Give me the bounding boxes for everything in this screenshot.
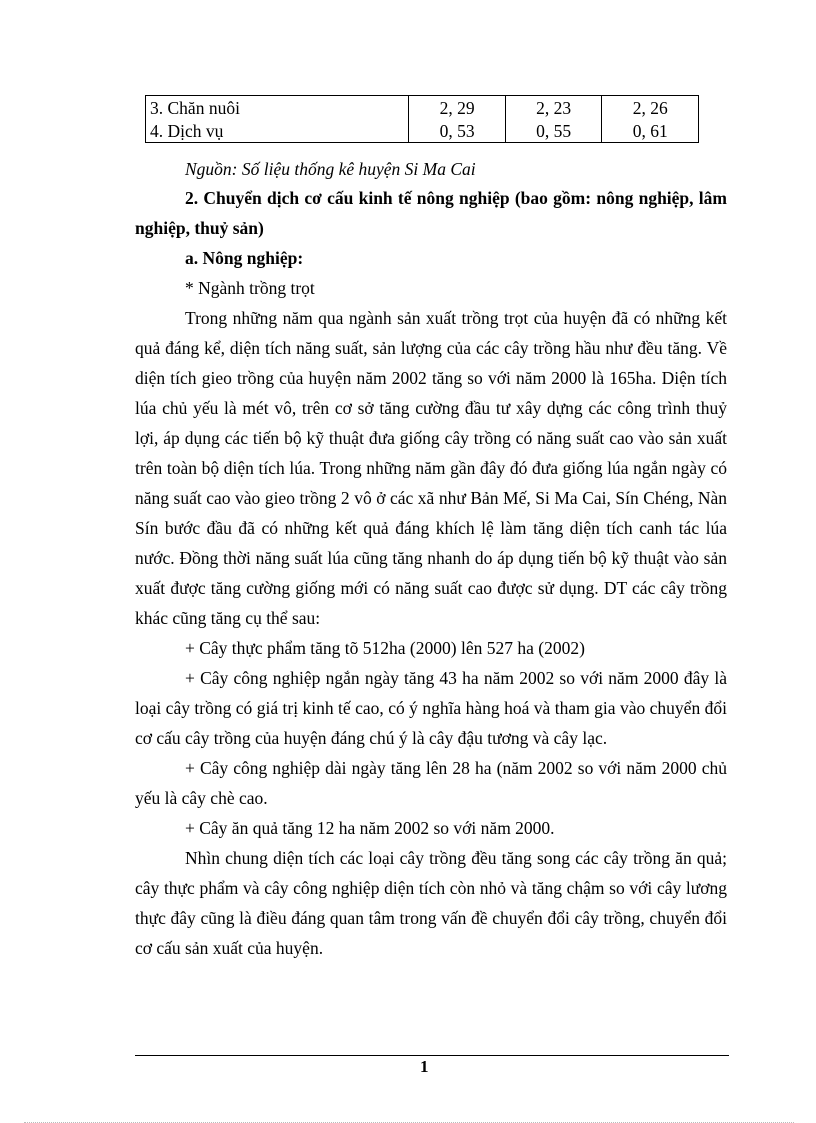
cell-value: 0, 53 (409, 119, 506, 143)
sub-heading: * Ngành trồng trọt (185, 278, 315, 298)
bullet-item: + Cây thực phẩm tăng tõ 512ha (2000) lên 527 ha (2002) (185, 638, 585, 658)
row-label: 4. Dịch vụ (146, 119, 409, 143)
section-heading: 2. Chuyển dịch cơ cấu kinh tế nông nghiệp (bao gồm: nông nghiệp, lâm nghiệp, thuỷ sản) (135, 188, 727, 238)
row-label: 3. Chăn nuôi (146, 96, 409, 120)
table-row (146, 119, 699, 143)
cell-value: 0, 55 (505, 119, 602, 143)
bullet-item: + Cây công nghiệp dài ngày tăng lên 28 ha (năm 2002 so với năm 2000 chủ yếu là cây chè cao. (135, 758, 727, 808)
bullet-item: + Cây ăn quả tăng 12 ha năm 2002 so với năm 2000. (185, 818, 555, 838)
cell-value: 2, 29 (409, 96, 506, 120)
body-text (135, 183, 727, 963)
statistics-table (145, 95, 699, 143)
paragraph: Nhìn chung diện tích các loại cây trồng đều tăng song các cây trồng ăn quả; cây thực phẩm và cây công nghiệp diện tích còn nhỏ và tăng chậm so với cây lương thực đây cũng là điều đáng quan tâm trong vấn đề chuyển đổi cây trồng, chuyển đổi cơ cấu sản xuất của huyện. (135, 848, 727, 958)
subsection-heading: a. Nông nghiệp: (185, 248, 304, 268)
bullet-item: + Cây công nghiệp ngắn ngày tăng 43 ha năm 2002 so với năm 2000 đây là loại cây trồng có giá trị kinh tế cao, có ý nghĩa hàng hoá và tham gia vào chuyển đổi cơ cấu cây trồng của huyện đáng chú ý là cây đậu tương và cây lạc. (135, 668, 727, 748)
page-number: 1 (420, 1057, 429, 1076)
table-row (146, 96, 699, 120)
cell-value: 2, 23 (505, 96, 602, 120)
paragraph: Trong những năm qua ngành sản xuất trồng trọt của huyện đã có những kết quả đáng kể, diện tích năng suất, sản lượng của các cây trồng hầu như đều tăng. Về diện tích gieo trồng của huyện năm 2002 tăng so với năm 2000 là 165ha. Diện tích lúa chủ yếu là mét vô, trên cơ sở tăng cường đầu tư xây dựng các công trình thuỷ lợi, áp dụng các tiến bộ kỹ thuật đưa giống cây trồng có năng suất cao vào sản xuất trên toàn bộ diện tích lúa. Trong những năm gần đây đó đưa giống lúa ngắn ngày có năng suất cao vào gieo trồng 2 vô ở các xã như Bản Mế, Si Ma Cai, Sín Chéng, Nàn Sín bước đầu đã có những kết quả đáng khích lệ làm tăng diện tích canh tác lúa nước. Đồng thời năng suất lúa cũng tăng nhanh do áp dụng tiến bộ kỹ thuật vào sản xuất được tăng cường giống mới có năng suất cao được sử dụng. DT các cây trồng khác cũng tăng cụ thể sau: (135, 308, 727, 628)
source-note: Nguồn: Số liệu thống kê huyện Si Ma Cai (185, 159, 476, 179)
cell-value: 2, 26 (602, 96, 699, 120)
cell-value: 0, 61 (602, 119, 699, 143)
footer-divider (135, 1055, 729, 1056)
